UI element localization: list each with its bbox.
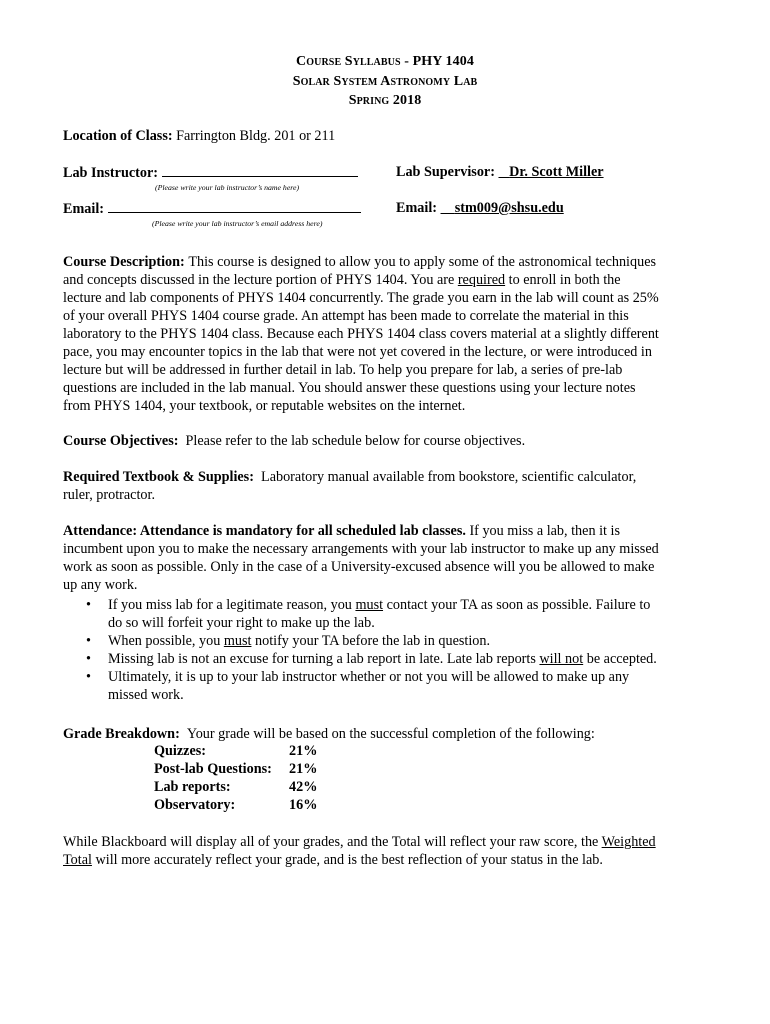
list-item: • If you miss lab for a legitimate reason, you must contact your TA as soon as possible. Failure to do so will forfeit your right to make up the lab. bbox=[86, 597, 651, 631]
course-subtitle: Solar System Astronomy Lab bbox=[292, 74, 478, 89]
instructor-line bbox=[63, 164, 358, 182]
list-item: • When possible, you must notify your TA before the lab in question. bbox=[86, 633, 491, 649]
course-objectives: Course Objectives: Please refer to the lab schedule below for course objectives. bbox=[63, 433, 526, 449]
page-title: Course Syllabus - PHY 1404 bbox=[296, 54, 474, 69]
location-label: Location of Class: bbox=[63, 128, 173, 144]
location-line bbox=[63, 128, 335, 145]
attendance-bullets bbox=[63, 596, 713, 704]
list-item: • Ultimately, it is up to your lab instructor whether or not you will be allowed to make up any missed work. bbox=[86, 669, 630, 703]
attendance-section: Attendance: Attendance is mandatory for all scheduled lab classes. If you miss a lab, then it is incumbent upon you to make the necessary arrangements with your lab instructor to make up any missed work as soon as possible. Only in the case of a University-excused absence will you be allowed to make up any work. bbox=[63, 523, 659, 593]
grade-breakdown: Grade Breakdown: Your grade will be based on the successful completion of the following: bbox=[63, 726, 595, 742]
term-label: Spring 2018 bbox=[348, 93, 422, 108]
closing-paragraph: While Blackboard will display all of your grades, and the Total will reflect your raw score, the Weighted Total will more accurately reflect your grade, and is the best reflection of your status in the lab. bbox=[63, 834, 656, 868]
email-left-note: (Please write your lab instructor’s email address here) bbox=[152, 219, 323, 228]
grades-label: Grade Breakdown: bbox=[63, 726, 180, 742]
instructor-label: Lab Instructor: bbox=[63, 165, 158, 181]
location-value: Farrington Bldg. 201 or 211 bbox=[176, 128, 336, 144]
grade-row-lab-reports: Lab reports: 42% bbox=[154, 779, 318, 795]
description-label: Course Description: bbox=[63, 254, 185, 270]
instructor-name-blank bbox=[162, 164, 358, 177]
email-right-label: Email: bbox=[396, 200, 437, 216]
objectives-label: Course Objectives: bbox=[63, 433, 179, 449]
email-right-line bbox=[396, 200, 695, 217]
email-right-value: stm009@shsu.edu bbox=[454, 200, 564, 216]
email-left-label: Email: bbox=[63, 201, 104, 217]
grade-row-quizzes: Quizzes: 21% bbox=[154, 743, 318, 759]
supervisor-line bbox=[396, 164, 694, 181]
attendance-label: Attendance: Attendance is mandatory for all scheduled lab classes. bbox=[63, 523, 466, 539]
email-left-line bbox=[63, 200, 361, 218]
list-item: • Missing lab is not an excuse for turning a lab report in late. Late lab reports will not be accepted. bbox=[86, 651, 657, 667]
required-textbook: Required Textbook & Supplies: Laboratory manual available from bookstore, scientific calculator, ruler, protractor. bbox=[63, 469, 637, 503]
textbook-label: Required Textbook & Supplies: bbox=[63, 469, 254, 485]
grade-row-postlab: Post-lab Questions: 21% bbox=[154, 761, 318, 777]
email-left-blank bbox=[108, 200, 361, 213]
supervisor-label: Lab Supervisor: bbox=[396, 164, 495, 180]
course-description: Course Description: This course is designed to allow you to apply some of the astronomical techniques and concepts discussed in the lecture portion of PHYS 1404. You are required to enroll in both the lecture and lab components of PHYS 1404 concurrently. The grade you earn in the lab will count as 25% of your overall PHYS 1404 course grade. An attempt has been made to correlate the material in this laboratory to the PHYS 1404 class. Because each PHYS 1404 class covers material at a slightly different pace, you may encounter topics in the lab that were not yet covered in the lecture, or were introduced in lecture but will be addressed in further detail in lab. To help you prepare for lab, a series of pre-lab questions are included in the lab manual. You should answer these questions using your lecture notes from PHYS 1404, your textbook, or reputable websites on the internet. bbox=[63, 254, 659, 414]
instructor-note: (Please write your lab instructor’s name here) bbox=[155, 183, 300, 192]
grade-row-observatory: Observatory: 16% bbox=[154, 797, 318, 813]
supervisor-value: Dr. Scott Miller bbox=[509, 164, 604, 180]
